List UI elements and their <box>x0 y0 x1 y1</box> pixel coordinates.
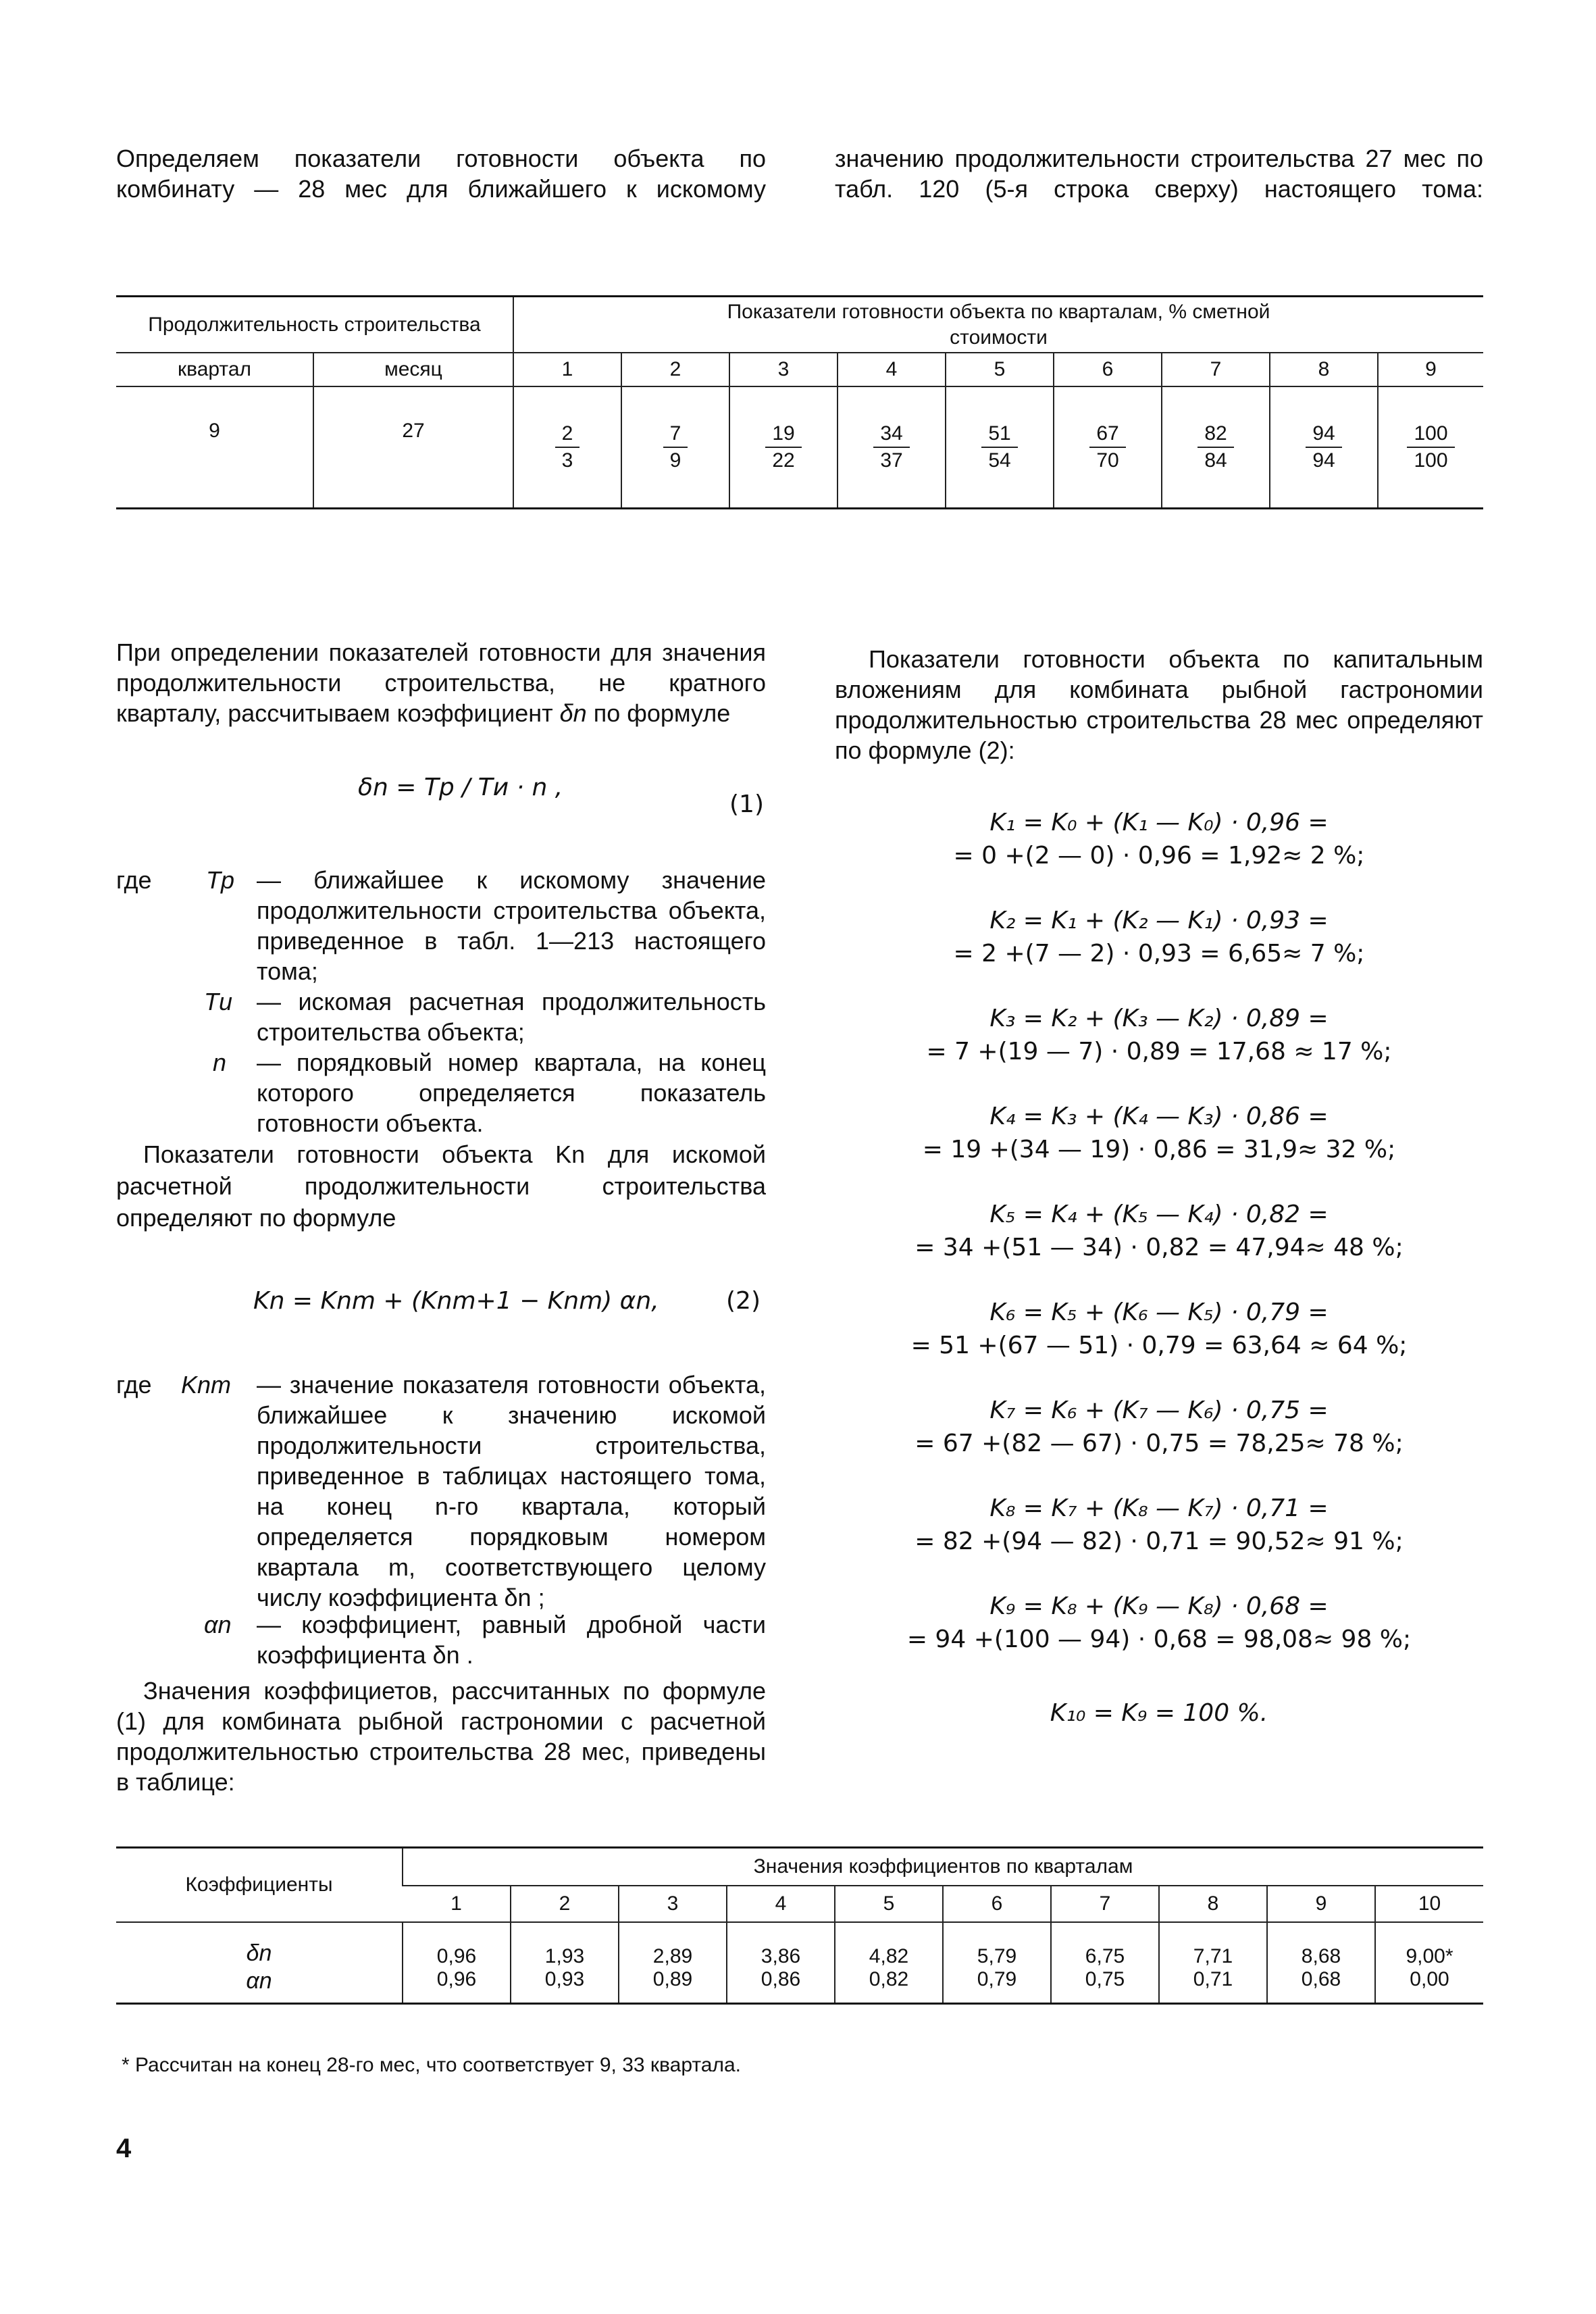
table2-q: 1 <box>451 1892 462 1915</box>
table1-head-duration: Продолжительность строительства <box>148 313 481 336</box>
table1-q: 9 <box>1378 353 1483 386</box>
delta-n-symbol: δn <box>559 699 587 727</box>
table2-q: 2 <box>511 1886 619 1922</box>
equation-block: K₅ = K₄ + (K₅ — K₄) · 0,82 = = 34 +(51 — 34) · 0,82 = 47,94≈ 48 %; <box>915 1201 1404 1261</box>
table1-fraction: $\frac{100}{100}$ <box>1407 421 1454 474</box>
table2-q: 4 <box>727 1886 835 1922</box>
table1-col-month: месяц <box>313 353 513 386</box>
table1-row-quarter: 9 <box>209 420 220 442</box>
table1-q: 1 <box>513 353 621 386</box>
table1-col-quarter: квартал <box>177 358 252 380</box>
table2-delta-value: 0,96 <box>403 1922 511 1968</box>
alpha-symbol: αn <box>204 1611 232 1638</box>
alpha-definition: — коэффициент, равный дробной части коэффициента δn . <box>257 1611 766 1669</box>
equation-block: K₁ = K₀ + (K₁ — K₀) · 0,96 = = 0 +(2 — 0) · 0,96 = 1,92≈ 2 %; <box>953 809 1365 870</box>
table1-row-month: 27 <box>313 386 513 508</box>
table2-q: 7 <box>1051 1886 1159 1922</box>
tr-symbol: Tр <box>206 866 235 894</box>
table2-q: 6 <box>943 1886 1051 1922</box>
table2-alpha-value: 0,71 <box>1159 1968 1267 2003</box>
table2-delta-label: δn <box>246 1940 272 1966</box>
table2-alpha-value: 0,68 <box>1267 1968 1375 2003</box>
right-paragraph-1: Показатели готовности объекта по капитальным вложениям для комбината рыбной гастрономии продолжительностью строительства 28 мес определяют по формуле (2): <box>835 645 1483 764</box>
table1-q: 5 <box>946 353 1054 386</box>
table2-q: 3 <box>619 1886 727 1922</box>
table2-alpha-value: 0,75 <box>1051 1968 1159 2003</box>
table2-delta-value: 4,82 <box>835 1922 943 1968</box>
table2-delta-value: 8,68 <box>1267 1922 1375 1968</box>
equation-block: K₉ = K₈ + (K₉ — K₈) · 0,68 = = 94 +(100 — 94) · 0,68 = 98,08≈ 98 %; <box>906 1592 1412 1653</box>
table2-alpha-label: αn <box>246 1968 272 1994</box>
table2-q: 10 <box>1375 1886 1483 1922</box>
table2-delta-value: 3,86 <box>727 1922 835 1968</box>
table2-alpha-value: 0,86 <box>727 1968 835 2003</box>
equation-block: K₃ = K₂ + (K₃ — K₂) · 0,89 = = 7 +(19 — 7) · 0,89 = 17,68 ≈ 17 %; <box>926 1005 1392 1065</box>
table1-q: 8 <box>1270 353 1378 386</box>
where-label-2: где <box>116 1371 152 1399</box>
table2-alpha-value: 0,93 <box>511 1968 619 2003</box>
n-symbol: n <box>213 1049 227 1076</box>
table1-fraction: $\frac{34}{37}$ <box>873 421 909 474</box>
ti-symbol: Tи <box>204 988 233 1015</box>
equation-block: K₆ = K₅ + (K₆ — K₅) · 0,79 = = 51 +(67 — 51) · 0,79 = 63,64 ≈ 64 %; <box>910 1299 1408 1359</box>
final-equation: K₁₀ = K₉ = 100 %. <box>1050 1699 1268 1727</box>
table2-head-coef: Коэффициенты <box>185 1873 333 1896</box>
page-number: 4 <box>116 2134 132 2163</box>
tr-definition: — ближайшее к искомому значение продолжительности строительства объекта, приведенное в табл. 1—213 настоящего тома; <box>257 866 766 985</box>
table2-q: 8 <box>1159 1886 1267 1922</box>
table1-fraction: $\frac{67}{70}$ <box>1089 421 1125 474</box>
intro-left: Определяем показатели готовности объекта по комбинату — 28 мес для ближайшего к искомому <box>116 145 766 203</box>
left-paragraph-3: Значения коэффициетов, рассчитанных по формуле (1) для комбината рыбной гастрономии с расчетной продолжительностью строительства 28 мес, приведены в таблице: <box>116 1677 766 1796</box>
table1-q: 7 <box>1162 353 1270 386</box>
table2-delta-value: 7,71 <box>1159 1922 1267 1968</box>
table1-fraction: $\frac{51}{54}$ <box>981 421 1017 474</box>
table2-alpha-value: 0,82 <box>835 1968 943 2003</box>
equation-block: K₈ = K₇ + (K₈ — K₇) · 0,71 = = 82 +(94 — 82) · 0,71 = 90,52≈ 91 %; <box>915 1494 1404 1555</box>
formula-2-number: (2) <box>726 1287 761 1315</box>
formula-1: δn = Tр / Tи · n , <box>358 774 563 801</box>
left-paragraph-2: Показатели готовности объекта Kn для искомой расчетной продолжительности строительства определяют по формуле <box>116 1140 766 1232</box>
table1-fraction: $\frac{19}{22}$ <box>765 421 801 474</box>
equation-block: K₄ = K₃ + (K₄ — K₃) · 0,86 = = 19 +(34 — 19) · 0,86 = 31,9≈ 32 %; <box>922 1103 1396 1163</box>
table2-delta-value: 9,00* <box>1375 1922 1483 1968</box>
table2-delta-value: 1,93 <box>511 1922 619 1968</box>
table2-q: 5 <box>835 1886 943 1922</box>
equation-block: K₇ = K₆ + (K₇ — K₆) · 0,75 = = 67 +(82 — 67) · 0,75 = 78,25≈ 78 %; <box>915 1397 1404 1457</box>
table1-q: 6 <box>1054 353 1162 386</box>
table2-alpha-value: 0,96 <box>403 1968 511 2003</box>
table1-q: 4 <box>838 353 946 386</box>
n-definition: — порядковый номер квартала, на конец которого определяется показатель готовности объекта. <box>257 1049 766 1137</box>
table1-fraction: $\frac{2}{3}$ <box>555 421 580 474</box>
table2-delta-value: 6,75 <box>1051 1922 1159 1968</box>
table1-fraction: $\frac{7}{9}$ <box>663 421 688 474</box>
formula-1-number: (1) <box>729 790 764 818</box>
table1-head-indicators: Показатели готовности объекта по кварталам, % сметной стоимости <box>513 297 1483 353</box>
table2-q: 9 <box>1267 1886 1375 1922</box>
knm-symbol: Knm <box>181 1371 232 1399</box>
table1-q: 2 <box>621 353 729 386</box>
table2-alpha-value: 0,89 <box>619 1968 727 2003</box>
table2-head-values: Значения коэффициентов по кварталам <box>403 1848 1483 1886</box>
left-paragraph-1: При определении показателей готовности для значения продолжительности строительства, не кратного кварталу, рассчитываем коэффициент δn по формуле <box>116 638 766 727</box>
table2-alpha-value: 0,79 <box>943 1968 1051 2003</box>
formula-2: Kn = Knm + (Knm+1 − Knm) αn, <box>253 1287 659 1315</box>
table2-delta-value: 2,89 <box>619 1922 727 1968</box>
coefficients-table <box>116 1848 1483 2005</box>
ti-definition: — искомая расчетная продолжительность строительства объекта; <box>257 988 766 1046</box>
table2-alpha-value: 0,00 <box>1375 1968 1483 2003</box>
readiness-table <box>116 297 1483 509</box>
footnote: * Рассчитан на конец 28-го мес, что соответствует 9, 33 квартала. <box>122 2054 741 2076</box>
intro-right: значению продолжительности строительства 27 мес по табл. 120 (5-я строка сверху) настоящего тома: <box>835 145 1483 203</box>
table1-q: 3 <box>729 353 838 386</box>
table1-fraction: $\frac{82}{84}$ <box>1198 421 1233 474</box>
where-label: где <box>116 866 152 894</box>
knm-definition: — значение показателя готовности объекта, ближайшее к значению искомой продолжительности строительства, приведенное в таблицах настоящего тома, на конец n-го квартала, который определяется порядковым номером квартала m, соответствующего целому числу коэффициента δn ; <box>257 1371 766 1611</box>
equation-block: K₂ = K₁ + (K₂ — K₁) · 0,93 = = 2 +(7 — 2) · 0,93 = 6,65≈ 7 %; <box>953 907 1365 967</box>
table2-delta-value: 5,79 <box>943 1922 1051 1968</box>
table1-fraction: $\frac{94}{94}$ <box>1306 421 1341 474</box>
